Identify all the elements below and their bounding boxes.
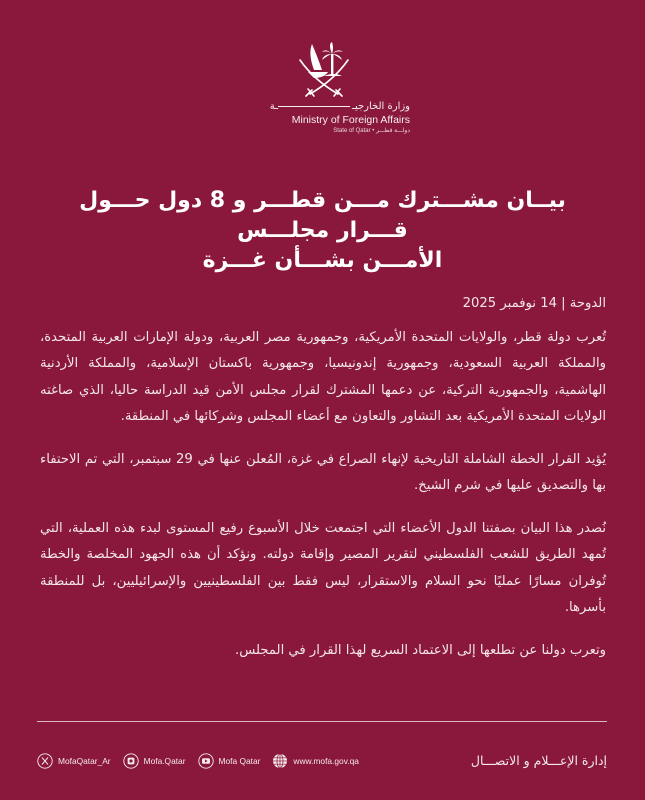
paragraph-2: يُؤيد القرار الخطة الشاملة التاريخية لإنهاء الصراع في غزة، المُعلن عنها في 29 سبتمبر، التي تم الاحتفاء بها والتصديق عليها في شرم الشيخ. bbox=[40, 451, 606, 493]
instagram-icon bbox=[123, 753, 139, 769]
x-icon bbox=[37, 753, 53, 769]
social-link-instagram[interactable] bbox=[123, 753, 186, 769]
statement-body bbox=[40, 291, 606, 664]
social-label-youtube: Mofa Qatar bbox=[218, 756, 261, 766]
ministry-ar-end: ـة bbox=[269, 101, 279, 112]
footer-divider bbox=[37, 721, 607, 722]
social-link-x[interactable] bbox=[37, 753, 111, 769]
social-links bbox=[37, 752, 359, 770]
globe-icon bbox=[272, 753, 288, 769]
social-label-website: www.mofa.gov.qa bbox=[293, 756, 359, 766]
qatar-emblem-icon bbox=[296, 40, 352, 100]
statement-title bbox=[40, 186, 605, 276]
social-link-youtube[interactable] bbox=[198, 753, 261, 769]
state-of-qatar-line: State of Qatar • دولـــة قطـــر bbox=[333, 128, 410, 134]
paragraph-4: وتعرب دولنا عن تطلعها إلى الاعتماد السريع لهذا القرار في المجلس. bbox=[235, 642, 606, 658]
title-line-2: الأمـــن بشـــأن غـــزة bbox=[202, 248, 443, 273]
youtube-icon bbox=[198, 753, 214, 769]
title-line-1: بيــان مشـــترك مـــن قطـــر و 8 دول حـــول قـــرار مجلـــس bbox=[79, 188, 566, 243]
ministry-name-english: Ministry of Foreign Affairs bbox=[291, 114, 410, 126]
paragraph-3: نُصدر هذا البيان بصفتنا الدول الأعضاء التي اجتمعت خلال الأسبوع رفيع المستوى لبدء هذه العملية، التي تُمهد الطريق للشعب الفلسطيني لتقرير المصير وإقامة دولته. ونؤكد أن هذه الجهود المخلصة والخطة تُوفران مسارًا عمليًا نحو السلام والاستقرار، ليس فقط بين الفلسطينيين والإسرائيليين، بل للمنطقة بأسرها. bbox=[40, 520, 606, 615]
ministry-ar-text: وزارة الخارجيـ bbox=[352, 101, 410, 112]
ministry-name-arabic bbox=[258, 100, 410, 114]
footer-department: إدارة الإعـــلام و الاتصـــال bbox=[470, 753, 607, 768]
social-label-instagram: Mofa.Qatar bbox=[143, 756, 186, 766]
ministry-ar-rule bbox=[278, 106, 350, 107]
social-label-x: MofaQatar_Ar bbox=[58, 756, 111, 766]
paragraph-1: تُعرب دولة قطر، والولايات المتحدة الأمريكية، وجمهورية مصر العربية، ودولة الإمارات العربية المتحدة، والمملكة العربية السعودية، وجمهورية إندونيسيا، وجمهورية باكستان الإسلامية، والمملكة الأردنية الهاشمية، والجمهورية التركية، عن دعمها المشترك لقرار مجلس الأمن قيد الدراسة حاليا، الذي صاغته الولايات المتحدة الأمريكية بعد التشاور والتعاون مع أعضاء المجلس وشركائها في المنطقة. bbox=[40, 329, 606, 424]
dateline: الدوحة | 14 نوفمبر 2025 bbox=[462, 296, 606, 311]
social-link-website[interactable] bbox=[272, 753, 358, 769]
